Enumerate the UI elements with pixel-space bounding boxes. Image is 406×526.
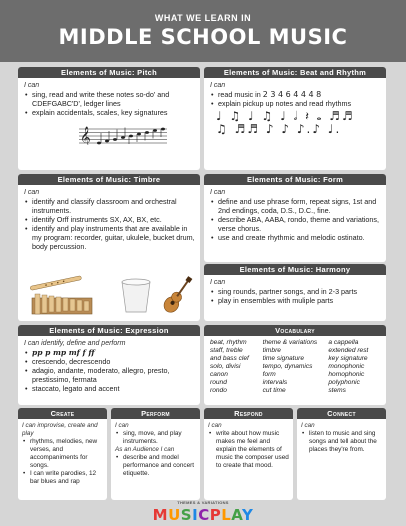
card-pitch: [18, 67, 200, 170]
card-timbre-title: Elements of Music: Timbre: [18, 174, 200, 185]
beat-list: [210, 90, 381, 108]
list-item: • staccato, legato and accent: [24, 384, 195, 393]
card-beat-title: Elements of Music: Beat and Rhythm: [204, 67, 386, 78]
form-ican: I can: [210, 189, 226, 196]
header-title: MIDDLE SCHOOL MUSIC: [58, 25, 348, 49]
connect-list: [301, 430, 383, 454]
pitch-ican: I can: [24, 82, 40, 89]
header-subtitle: WHAT WE LEARN IN: [154, 13, 252, 23]
ukulele-icon: [161, 274, 194, 316]
list-item: • identify and classify classroom and orchestral instruments.: [24, 197, 195, 215]
list-item: • sing rounds, partner songs, and in 2-3 parts: [210, 287, 381, 296]
musicplay-logo: MUSICPLAY: [152, 506, 254, 524]
perform-ican: I can: [115, 422, 129, 429]
rhythm-row-1: ♩ ♫ ♩ ♫ ♩ 𝅗𝅥 𝄽 𝅝 ♬♬: [216, 109, 355, 123]
harmony-ican: I can: [210, 279, 226, 286]
treble-staff-icon: [79, 125, 167, 145]
dynamics-markings: pp p mp mf f ff: [32, 348, 95, 357]
header: [0, 0, 406, 62]
card-harmony-title: Elements of Music: Harmony: [204, 264, 386, 275]
list-item: • sing, read and write these notes so-do' and CDEFGABC'D', ledger lines: [24, 90, 195, 108]
card-respond: [204, 408, 293, 500]
list-item: • identify and play instruments that are available in my program: recorder, guitar, ukulele, bucket drum, body percussion.: [24, 224, 195, 251]
card-respond-title: Respond: [204, 408, 293, 419]
card-harmony: [204, 264, 386, 321]
card-expression-title: Elements of Music: Expression: [18, 325, 200, 336]
card-create: [18, 408, 107, 500]
list-item: • explain accidentals, scales, key signatures: [24, 108, 195, 117]
list-item: • listen to music and sing songs and tell about the places they're from.: [301, 430, 383, 454]
card-expression: [18, 325, 200, 405]
bucket-drum-icon: [122, 279, 150, 312]
beat-ican: I can: [210, 82, 226, 89]
list-item: • read music in 2 3 4 6 4 4 4 8: [210, 90, 381, 99]
card-form: [204, 174, 386, 262]
timbre-ican: I can: [24, 189, 40, 196]
pitch-list: [24, 90, 195, 117]
harmony-list: [210, 287, 381, 305]
card-perform-title: Perform: [111, 408, 200, 419]
timbre-list: [24, 197, 195, 251]
respond-ican: I can: [208, 422, 222, 429]
list-item: • crescendo, decrescendo: [24, 357, 195, 366]
time-signatures-icon: 2 3 4 6 4 4 4 8: [262, 90, 322, 99]
form-list: [210, 197, 381, 242]
card-perform: [111, 408, 200, 500]
list-item: • define and use phrase form, repeat signs, 1st and 2nd endings, coda, D.S., D.C., fine.: [210, 197, 381, 215]
card-vocabulary: [204, 325, 386, 405]
perform-audience: As an Audience I can: [115, 446, 175, 453]
connect-ican: I can: [301, 422, 315, 429]
list-item: • rhythms, melodies, new verses, and accompaniments for songs.: [22, 438, 104, 470]
vocabulary-col-2: theme & variations timbre time signature tempo, dynamics form intervals cut time: [262, 339, 318, 394]
list-item: • play in ensembles with muliple parts: [210, 296, 381, 305]
vocabulary-col-3: a cappella extended rest key signature monophonic homophonic polyphonic stems: [328, 339, 369, 394]
list-item: • sing, move, and play instruments.: [115, 430, 197, 446]
vocabulary-list: [210, 339, 381, 395]
list-item: • describe and model performance and concert etiquette.: [115, 454, 197, 478]
card-create-title: Create: [18, 408, 107, 419]
perform-list: [115, 430, 197, 446]
list-item: • I can write parodies, 12 bar blues and rap: [22, 470, 104, 486]
list-item: • describe ABA, AABA, rondo, theme and variations, verse chorus.: [210, 215, 381, 233]
card-form-title: Elements of Music: Form: [204, 174, 386, 185]
logo-subtitle: THEMES & VARIATIONS: [177, 500, 229, 505]
list-item: • identify Orff instruments SX, AX, BX, etc.: [24, 215, 195, 224]
vocabulary-col-1: beat, rhythm staff, treble and bass clef solo, divisi canon round rondo: [210, 339, 249, 394]
expression-ican: I can identify, define and perform: [24, 340, 126, 347]
list-item: • write about how music makes me feel and explain the elements of music the composer used to create that mood.: [208, 430, 290, 470]
list-item: [24, 348, 195, 357]
recorder-icon: [30, 276, 82, 291]
list-item: • explain pickup up notes and read rhythms: [210, 99, 381, 108]
card-vocabulary-title: Vocabulary: [204, 325, 386, 336]
create-list: [22, 438, 104, 486]
instruments-icon: [26, 272, 194, 318]
svg-text:𝄞: 𝄞: [80, 127, 91, 145]
list-item: • adagio, andante, moderato, allegro, presto, prestissimo, fermata: [24, 366, 195, 384]
card-timbre: [18, 174, 200, 321]
create-ican: I can improvise, create and play: [22, 422, 98, 437]
card-beat-rhythm: [204, 67, 386, 170]
xylophone-icon: [32, 294, 92, 314]
card-connect-title: Connect: [297, 408, 386, 419]
list-item: • use and create rhythmic and melodic ostinato.: [210, 233, 381, 242]
card-connect: [297, 408, 386, 500]
expression-list: [24, 348, 195, 393]
card-pitch-title: Elements of Music: Pitch: [18, 67, 200, 78]
perform-list-2: [115, 454, 197, 478]
rhythm-row-2: ♫ ♬♬ ♪ ♪ ♪.♪ ♩.: [216, 122, 342, 136]
respond-list: [208, 430, 290, 470]
